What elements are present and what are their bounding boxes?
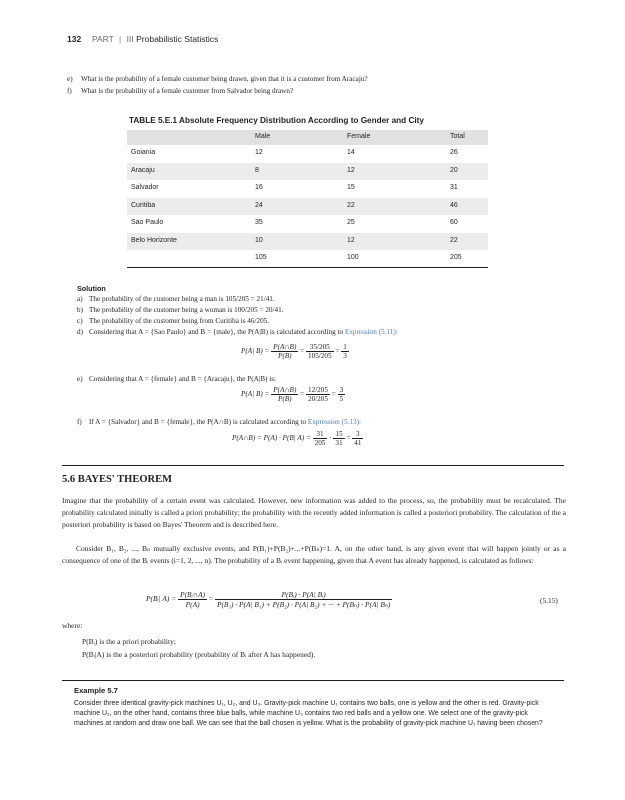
example-text: Consider three identical gravity-pick machines U₁, U₂, and U₃. Gravity-pick machine U₁ contains two balls, one is yellow and the other is red. Gravity-pick machine U₂, on the other hand, contains three blue balls, while machine U₃ contains two red balls and a yellow one. We select one of the gravity-pick machines at random and draw one ball. We can see that the ball chosen is yellow. What is the probability of gravity-pick machine U₁ having been chosen? [74,700,543,727]
solution-c: c) The probability of the customer being from Curitiba is 46/205. [77,317,270,325]
equation-number: (5.15) [540,596,558,605]
definition-a-posteriori: P(Bᵢ|A) is the a posteriori probability (probability of Bᵢ after A has happened). [82,650,316,659]
frequency-table [127,130,488,268]
table-title: TABLE 5.E.1 Absolute Frequency Distribution According to Gender and City [129,116,424,125]
table-row: Sao Paulo 35 25 60 [131,219,458,226]
part-title: Probabilistic Statistics [136,34,219,44]
definition-a-priori: P(Bᵢ) is the a priori probability; [82,637,176,646]
equation-d: P(A| B) = $\frac{P(A\cap B)}{P(B)}$ = $\frac{35/205}{105/205}$ = $\frac{1}{3}$ [241,343,347,360]
solution-heading: Solution [77,284,106,293]
table-row: Goiania 12 14 26 [131,149,458,156]
table-row: Curitiba 24 22 46 [127,198,488,216]
example-title: Example 5.7 [74,686,118,695]
bayes-formula: P(Bᵢ| A) = $\frac{\text{P(Bᵢ∩A)}}{P(A)}$ = $\frac{\text{P(Bᵢ) · P(A| Bᵢ)}}{\text{P(B₁) · P(A| B₁) + P(B₂) · P(A| B₂) + ··· + P(Bₙ) · P(A| Bₙ)}}$ [146,590,391,609]
where-label: where: [62,621,83,630]
section-divider [62,465,564,466]
section-paragraph-1: Imagine that the probability of a certain event was calculated. However, new information was added to the process, so, the probability must be recalculated. The probability calculated initially is called a priori probability; the probability with the recently added information is called a posteriori probability. The calculation of the a posteriori probability is based on Bayes' Theorem and is described here. [62,496,567,529]
example-box [62,680,564,728]
solution-a: a) The probability of the customer being a man is 105/205 = 21/41. [77,295,275,303]
page-number: 132 [67,34,82,44]
table-row: Belo Horizonte 10 12 22 [127,233,488,251]
question-f: f) What is the probability of a female customer from Salvador being drawn? [67,87,294,95]
question-e: e) What is the probability of a female customer being drawn, given that it is a customer from Aracaju? [67,75,368,83]
expression-link[interactable]: Expression (5.11): [344,328,398,336]
solution-f: f) If A = {Salvador} and B = {female}, the P(A∩B) is calculated according to Expression (5.13): [77,418,362,426]
solution-b: b) The probability of the customer being a woman is 100/205 = 20/41. [77,306,284,314]
section-title: 5.6 BAYES' THEOREM [62,474,172,485]
solution-e: e) Considering that A = {female} and B = {Aracaju}, the P(A|B) is: [77,375,277,383]
table-header-row: Male Female Total [127,130,488,145]
table-row: Salvador 16 15 31 [131,184,458,191]
table-row: Aracaju 8 12 20 [127,163,488,181]
part-number: III [126,34,134,44]
equation-e: P(A| B) = $\frac{P(A\cap B)}{P(B)}$ = $\frac{12/205}{20/205}$ = $\frac{3}{5}$ [241,386,344,403]
section-paragraph-2: Consider B₁, B₂, ..., Bₙ mutually exclusive events, and P(B₁)+P(B₂)+...+P(Bₙ)=1. A, on the other hand, is any given event that will happen jointly or as a consequence of one of the Bᵢ events (i=1, 2, ..., n). The probability of a Bᵢ event happening, given that A event has already happened, is calculated as follows: [62,544,566,565]
expression-link[interactable]: Expression (5.13): [307,418,362,426]
part-label: PART [91,34,114,44]
table-total-row: 105 100 205 [255,254,462,261]
running-header: 132 PART | III Probabilistic Statistics [67,34,219,44]
equation-f: P(A∩B) = P(A) · P(B| A) = $\frac{31}{205}$ · $\frac{15}{31}$ = $\frac{3}{41}$ [232,430,362,447]
solution-d: d) Considering that A = {Sao Paulo} and B = {male}, the P(A|B) is calculated according to Expression (5.11): [77,328,398,336]
